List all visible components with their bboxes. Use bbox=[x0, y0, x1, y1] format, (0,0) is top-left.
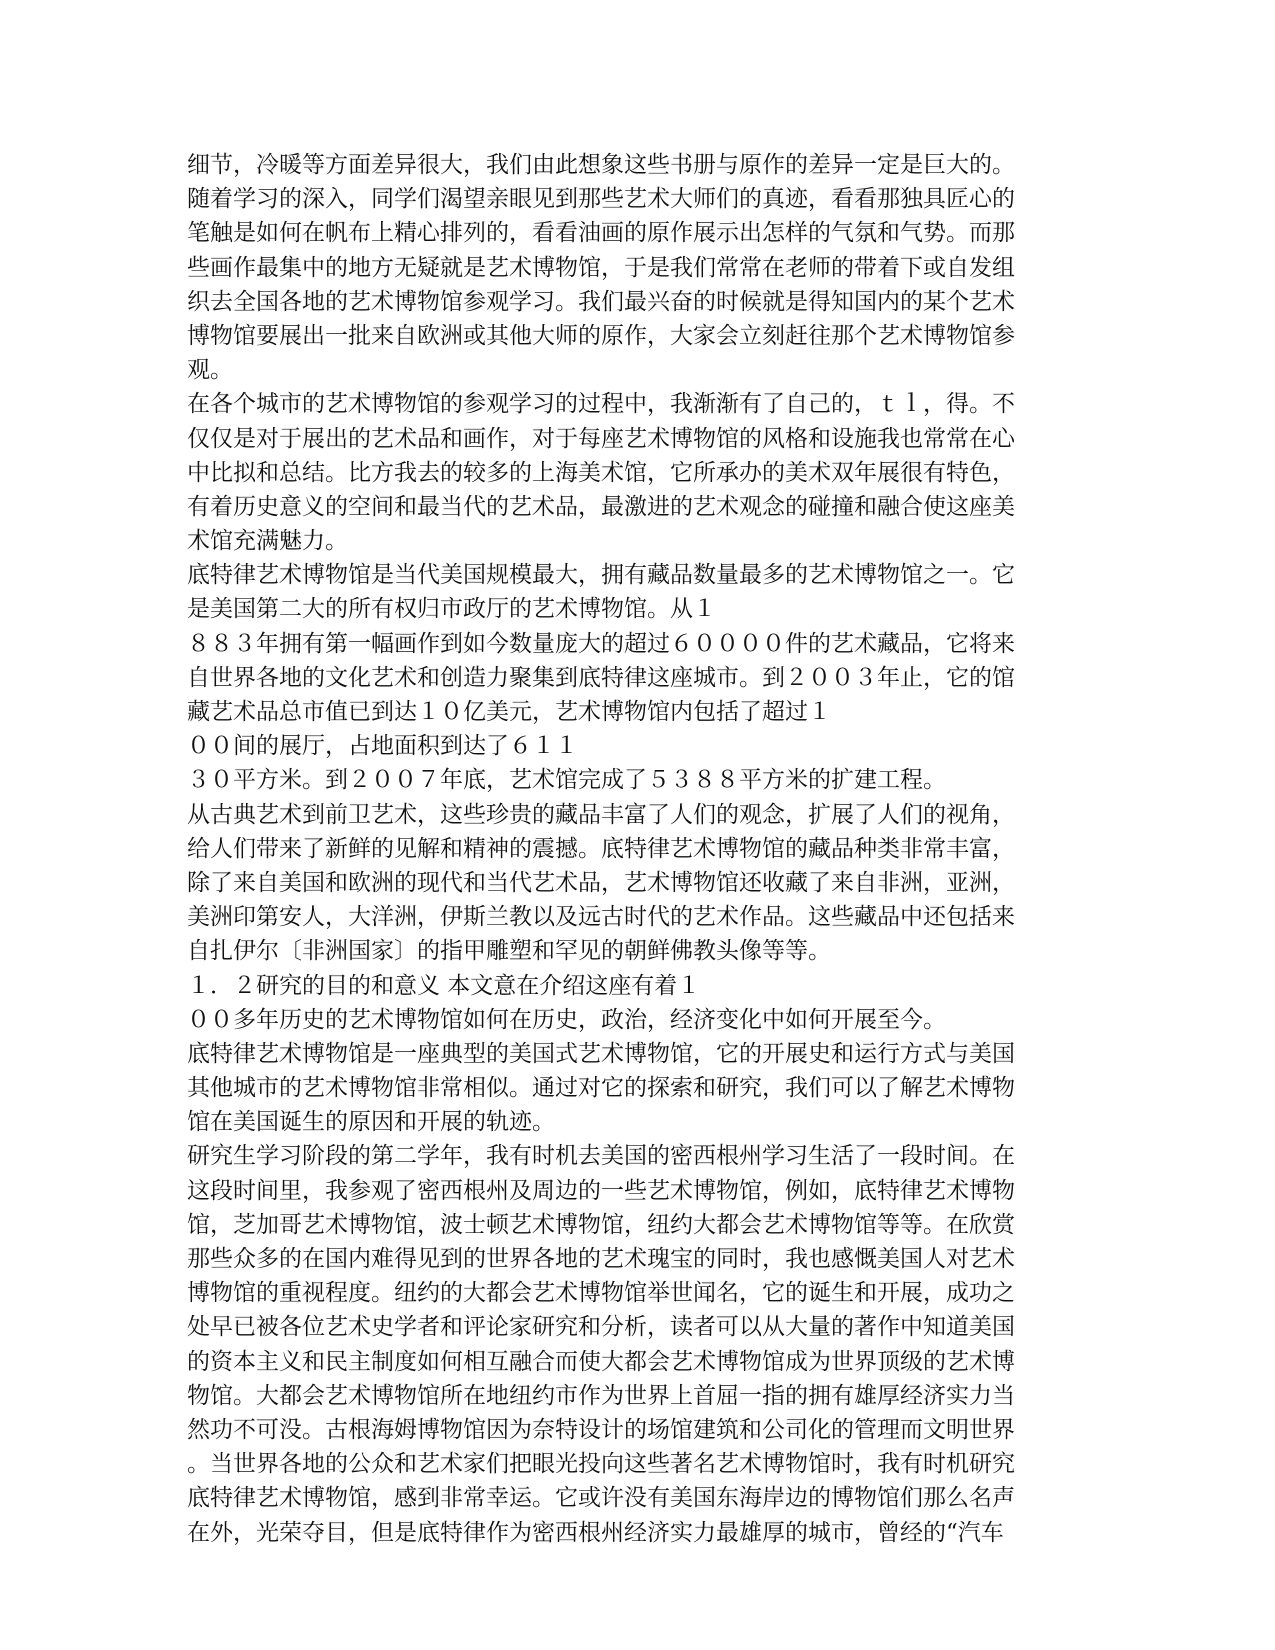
text-line: 笔触是如何在帆布上精心排列的，看看油画的原作展示出怎样的气氛和气势。而那 bbox=[187, 220, 1015, 247]
text-line: 在各个城市的艺术博物馆的参观学习的过程中，我渐渐有了自己的，ｔｌ，得。不 bbox=[187, 391, 1015, 418]
text-line: 从古典艺术到前卫艺术，这些珍贵的藏品丰富了人们的观念，扩展了人们的视角， bbox=[187, 801, 1015, 828]
text-line: 的资本主义和民主制度如何相互融合而使大都会艺术博物馆成为世界顶级的艺术博 bbox=[187, 1348, 1015, 1375]
text-line: 观。 bbox=[187, 357, 233, 384]
text-line: 其他城市的艺术博物馆非常相似。通过对它的探索和研究，我们可以了解艺术博物 bbox=[187, 1075, 1015, 1102]
text-line: 底特律艺术博物馆是一座典型的美国式艺术博物馆，它的开展史和运行方式与美国 bbox=[187, 1040, 1015, 1067]
text-line: 些画作最集中的地方无疑就是艺术博物馆，于是我们常常在老师的带着下或自发组 bbox=[187, 254, 1015, 281]
text-line: 自世界各地的文化艺术和创造力聚集到底特律这座城市。到２００３年止，它的馆 bbox=[187, 664, 1015, 691]
text-line: 底特律艺术博物馆是当代美国规模最大，拥有藏品数量最多的艺术博物馆之一。它 bbox=[187, 562, 1015, 589]
text-line: 在外，光荣夺目，但是底特律作为密西根州经济实力最雄厚的城市，曾经的“汽车 bbox=[187, 1519, 1004, 1546]
text-line: 细节，冷暖等方面差异很大，我们由此想象这些书册与原作的差异一定是巨大的。 bbox=[187, 152, 1015, 178]
body-text bbox=[187, 148, 1087, 1550]
text-line: 馆，芝加哥艺术博物馆，波士顿艺术博物馆，纽约大都会艺术博物馆等等。在欣赏 bbox=[187, 1211, 1015, 1238]
text-line: 博物馆的重视程度。纽约的大都会艺术博物馆举世闻名，它的诞生和开展，成功之 bbox=[187, 1280, 1015, 1307]
text-line: 那些众多的在国内难得见到的世界各地的艺术瑰宝的同时，我也感慨美国人对艺术 bbox=[187, 1246, 1015, 1272]
text-line: ００间的展厅，占地面积到达了６１１ bbox=[187, 733, 578, 760]
text-line: 馆在美国诞生的原因和开展的轨迹。 bbox=[187, 1109, 555, 1136]
text-line: 中比拟和总结。比方我去的较多的上海美术馆，它所承办的美术双年展很有特色， bbox=[187, 459, 1015, 486]
text-line: 然功不可没。古根海姆博物馆因为奈特设计的场馆建筑和公司化的管理而文明世界 bbox=[187, 1416, 1015, 1443]
text-line: 美洲印第安人，大洋洲，伊斯兰教以及远古时代的艺术作品。这些藏品中还包括来 bbox=[187, 904, 1015, 931]
text-line: 织去全国各地的艺术博物馆参观学习。我们最兴奋的时候就是得知国内的某个艺术 bbox=[187, 288, 1015, 315]
text-line: 物馆。大都会艺术博物馆所在地纽约市作为世界上首屈一指的拥有雄厚经济实力当 bbox=[187, 1382, 1015, 1409]
text-line: 给人们带来了新鲜的见解和精神的震撼。底特律艺术博物馆的藏品种类非常丰富， bbox=[187, 835, 1015, 862]
text-line: 底特律艺术博物馆，感到非常幸运。它或许没有美国东海岸边的博物馆们那么名声 bbox=[187, 1485, 1015, 1512]
text-line: 仅仅是对于展出的艺术品和画作，对于每座艺术博物馆的风格和设施我也常常在心 bbox=[187, 425, 1015, 452]
text-line: 是美国第二大的所有权归市政厅的艺术博物馆。从１ bbox=[187, 596, 716, 623]
text-line: 研究生学习阶段的第二学年，我有时机去美国的密西根州学习生活了一段时间。在 bbox=[187, 1143, 1015, 1170]
section-heading-line: １．２研究的目的和意义 本文意在介绍这座有着１ bbox=[187, 972, 701, 999]
text-line: 这段时间里，我参观了密西根州及周边的一些艺术博物馆，例如，底特律艺术博物 bbox=[187, 1177, 1015, 1204]
text-line: 随着学习的深入，同学们渴望亲眼见到那些艺术大师们的真迹，看看那独具匠心的 bbox=[187, 186, 1015, 213]
text-line: 藏艺术品总市值已到达１０亿美元，艺术博物馆内包括了超过１ bbox=[187, 699, 831, 725]
text-line: 自扎伊尔〔非洲国家〕的指甲雕塑和罕见的朝鲜佛教头像等等。 bbox=[187, 938, 831, 965]
text-line: 有着历史意义的空间和最当代的艺术品，最激进的艺术观念的碰撞和融合使这座美 bbox=[187, 493, 1015, 520]
text-line: ３０平方米。到２００７年底，艺术馆完成了５３８８平方米的扩建工程。 bbox=[187, 767, 946, 794]
text-line: 处早已被各位艺术史学者和评论家研究和分析，读者可以从大量的著作中知道美国 bbox=[187, 1314, 1015, 1341]
text-line: ００多年历史的艺术博物馆如何在历史，政治，经济变化中如何开展至今。 bbox=[187, 1006, 946, 1033]
text-line: 术馆充满魅力。 bbox=[187, 528, 348, 555]
text-line: ８８３年拥有第一幅画作到如今数量庞大的超过６００００件的艺术藏品，它将来 bbox=[187, 630, 1015, 657]
text-line: 。当世界各地的公众和艺术家们把眼光投向这些著名艺术博物馆时，我有时机研究 bbox=[187, 1451, 1015, 1478]
text-line: 除了来自美国和欧洲的现代和当代艺术品，艺术博物馆还收藏了来自非洲，亚洲， bbox=[187, 869, 1015, 896]
text-line: 博物馆要展出一批来自欧洲或其他大师的原作，大家会立刻赶往那个艺术博物馆参 bbox=[187, 322, 1015, 349]
